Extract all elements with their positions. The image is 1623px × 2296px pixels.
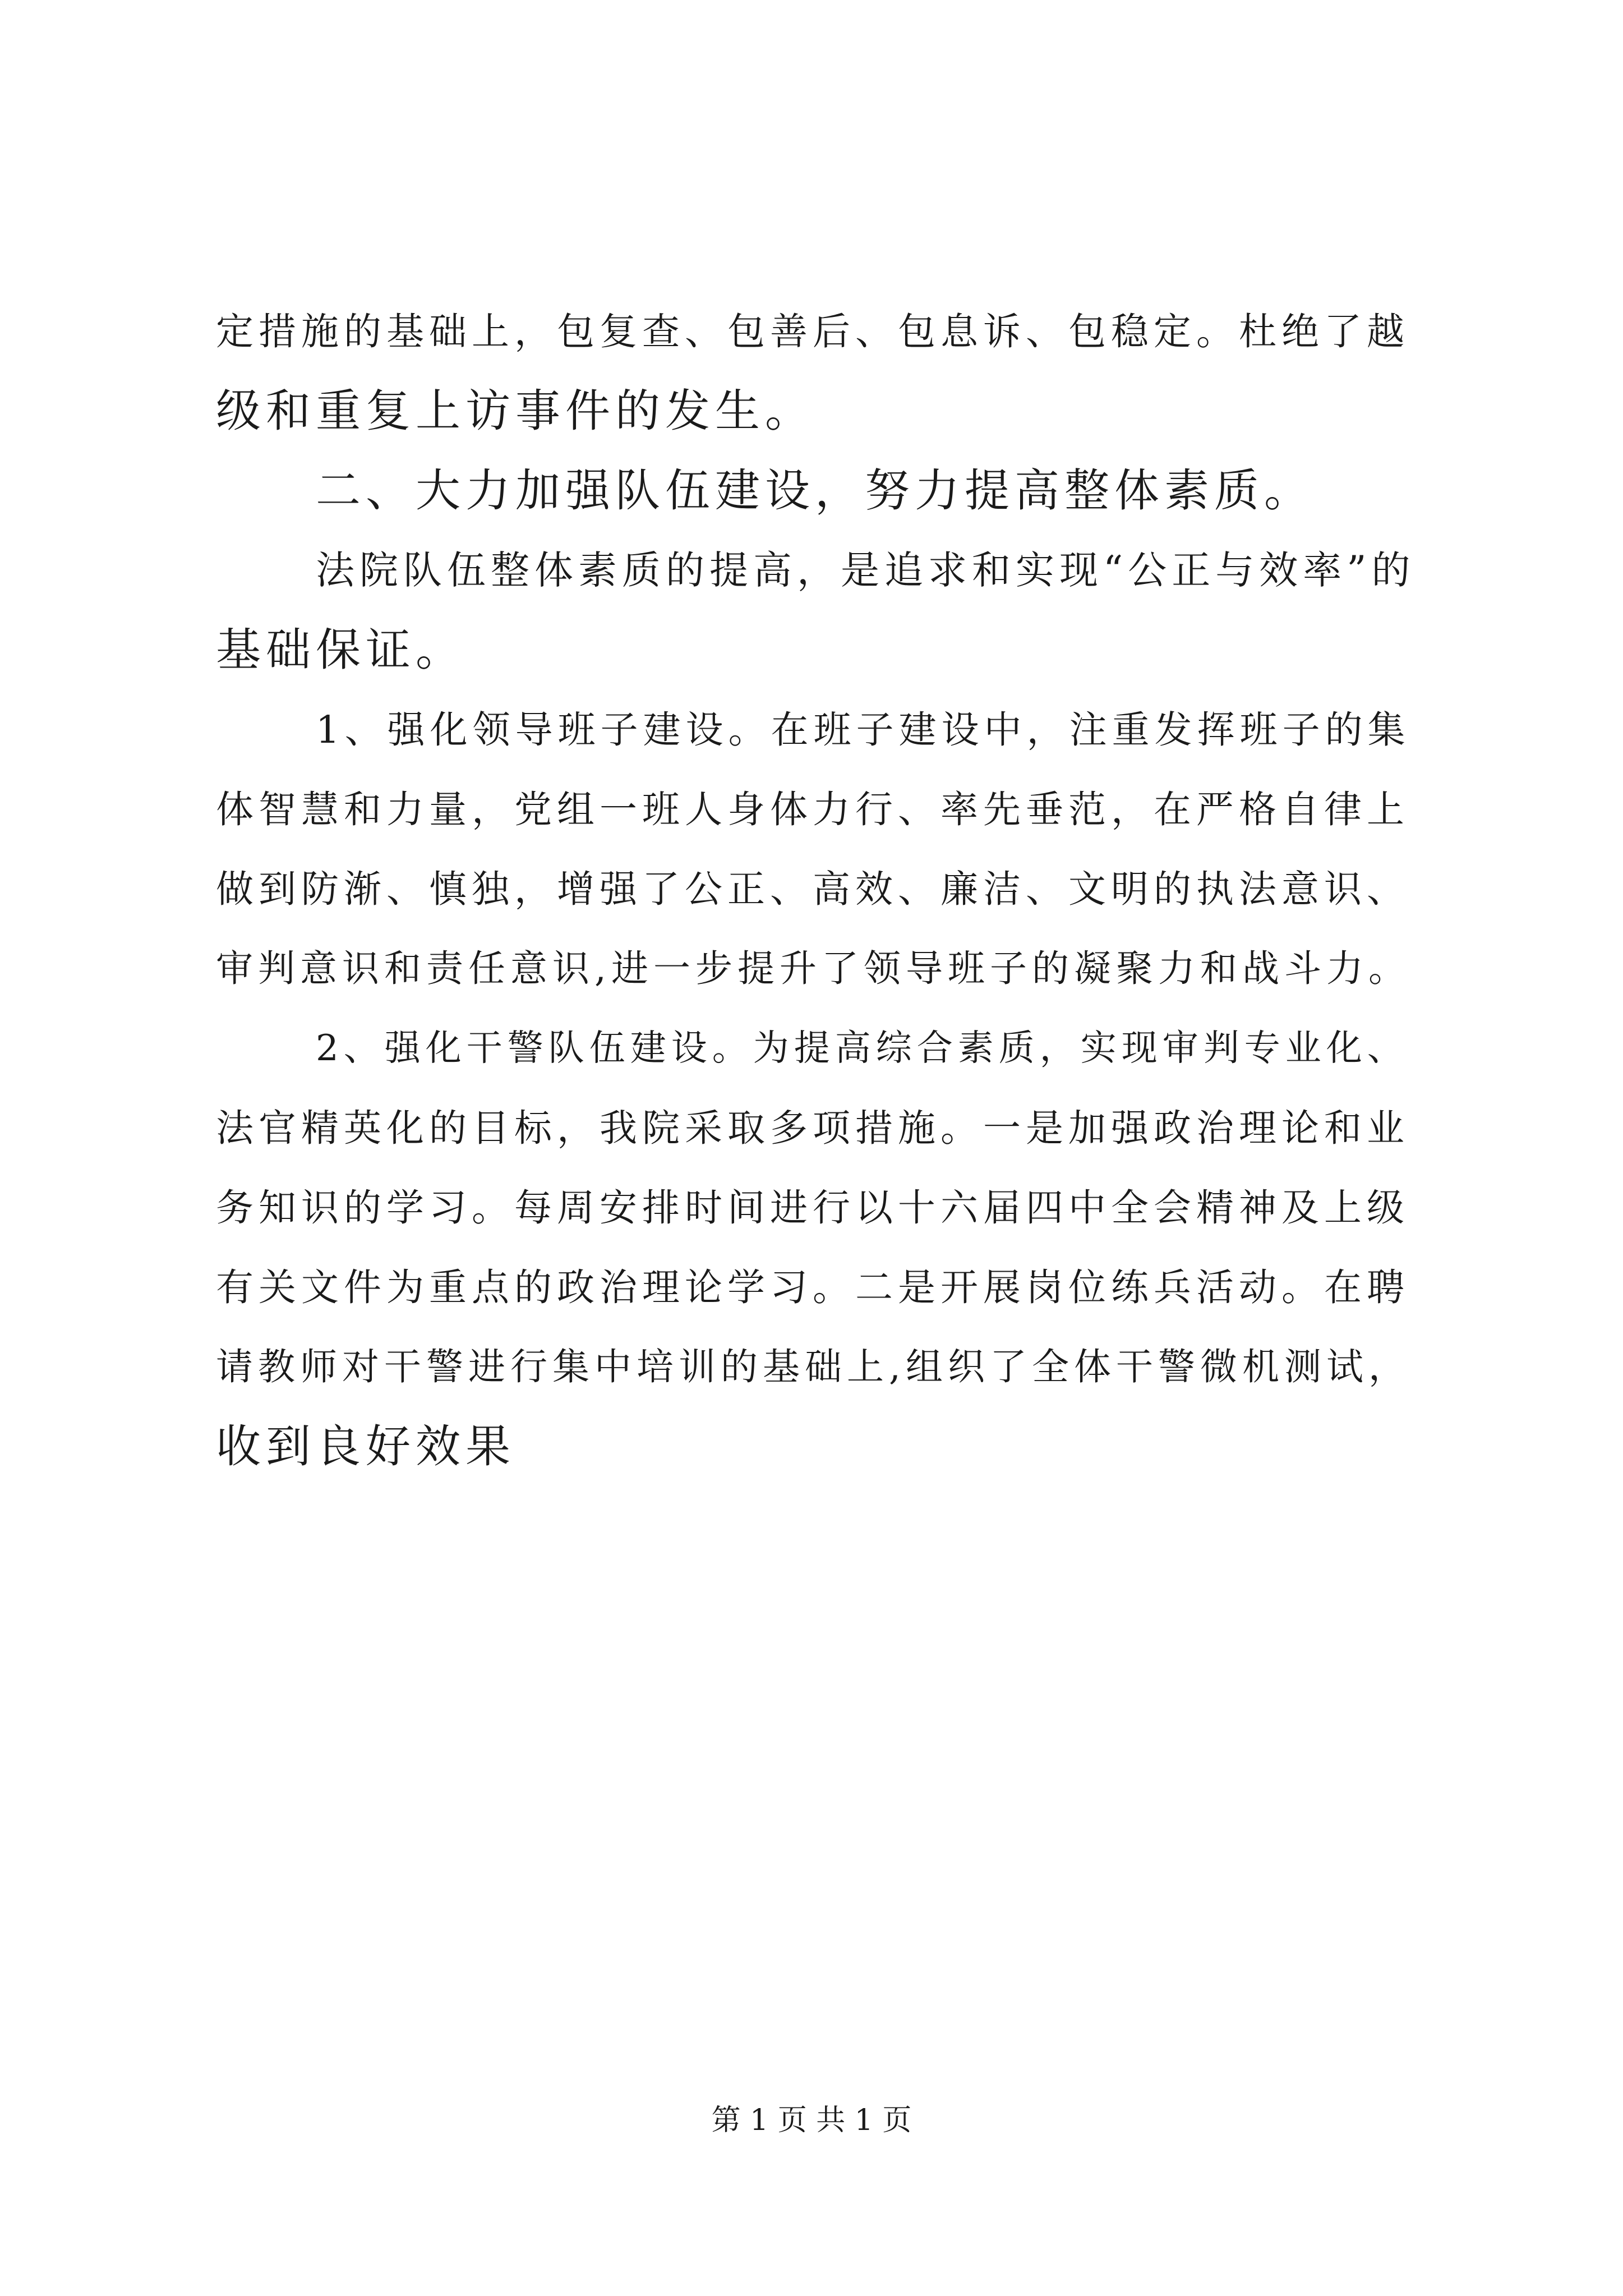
text-line: 1、强化领导班子建设。在班子建设中，注重发挥班子的集: [316, 708, 1410, 752]
document-body: [216, 292, 1416, 1487]
text-line: 有关文件为重点的政治理论学习。二是开展岗位练兵活动。在聘: [216, 1266, 1409, 1309]
text-line: 请教师对干警进行集中培训的基础上,组织了全体干警微机测试，: [216, 1345, 1410, 1388]
page-footer: [0, 2101, 1623, 2140]
text-line: 体智慧和力量，党组一班人身体力行、率先垂范，在严格自律上: [216, 788, 1409, 831]
text-line: 级和重复上访事件的发生。: [216, 385, 815, 437]
text-line: 审判意识和责任意识,进一步提升了领导班子的凝聚力和战斗力。: [216, 947, 1410, 990]
text-line: 收到良好效果: [216, 1420, 515, 1473]
text-line: 做到防渐、慎独，增强了公正、高效、廉洁、文明的执法意识、: [216, 867, 1409, 911]
page-number-label: 第 1 页 共 1 页: [711, 2104, 912, 2137]
text-line: 基础保证。: [216, 624, 465, 676]
section-heading: 二、大力加强队伍建设，努力提高整体素质。: [316, 464, 1314, 517]
text-line: 法院队伍整体素质的提高，是追求和实现“公正与效率”的: [316, 548, 1415, 593]
text-line: 务知识的学习。每周安排时间进行以十六届四中全会精神及上级: [216, 1186, 1409, 1230]
text-line: 定措施的基础上，包复查、包善后、包息诉、包稳定。杜绝了越: [216, 310, 1409, 353]
text-line: 法官精英化的目标，我院采取多项措施。一是加强政治理论和业: [216, 1106, 1409, 1150]
text-line: 2、强化干警队伍建设。为提高综合素质，实现审判专业化、: [316, 1028, 1408, 1069]
